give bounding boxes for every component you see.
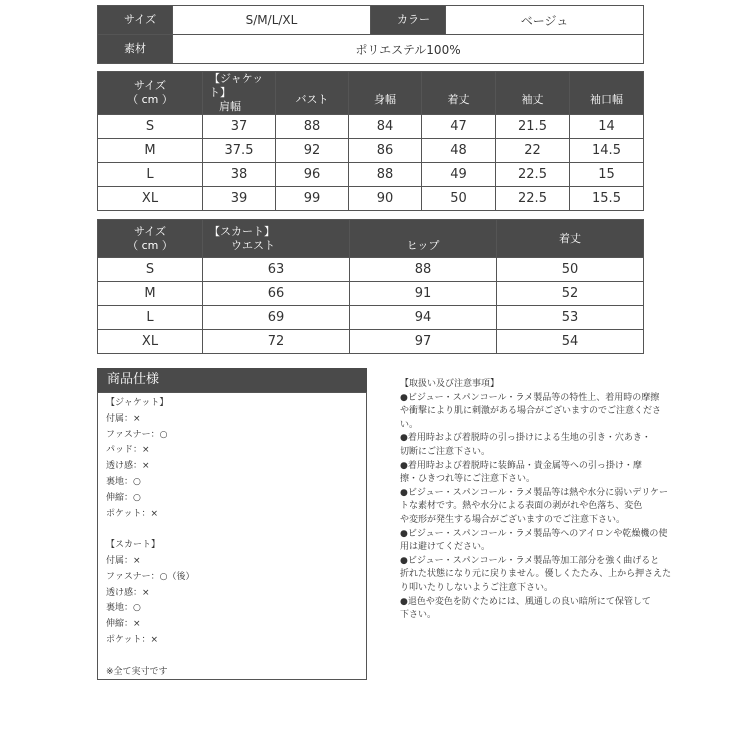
skirt-col-label: ヒップ [406,238,440,252]
note-line: ●着用時および着脱時の引っ掛けによる生地の引き・穴あき・ [400,433,651,444]
note-line: ●ビジュー・スパンコール・ラメ製品等へのアイロンや乾燥機の使 [400,528,668,539]
spec-gap [106,522,366,538]
note-line: ●ビジュー・スパンコール・ラメ製品等加工部分を強く曲げると [400,555,660,566]
value-cell: 54 [497,330,644,354]
value-cell: 92 [276,139,349,163]
table-row [98,115,644,139]
value-cell: 50 [422,187,496,211]
size-cell: L [98,306,203,330]
value-cell: 97 [350,330,497,354]
value-cell: 37.5 [203,139,276,163]
jacket-size-header-unit: （ cm ） [127,93,173,106]
value-cell: 69 [203,306,350,330]
note-line: り叩いたりしないようご注意下さい。 [400,582,554,593]
skirt-col-length [497,220,644,258]
jacket-col-length [422,72,496,115]
note-line: い。 [400,419,419,430]
value-cell: 86 [349,139,422,163]
value-cell: 22 [496,139,570,163]
size-label: サイズ [98,6,173,35]
jacket-col-cuff [570,72,644,115]
spec-line: 【スカート】 [106,540,161,551]
note-line: ●着用時および着脱時に装飾品・貴金属等への引っ掛け・摩 [400,460,642,471]
value-cell: 52 [497,282,644,306]
size-cell: S [98,258,203,282]
jacket-size-header [98,72,203,115]
spec-title: 商品仕様 [97,368,367,392]
size-cell: S [98,115,203,139]
skirt-col-waist [203,220,350,258]
note-line: ●ビジュー・スパンコール・ラメ製品等は熱や水分に弱いデリケー [400,487,669,498]
spec-line: 付属：× [106,413,141,424]
jacket-size-table [97,71,644,211]
spec-line: ファスナー：○（後） [106,571,195,582]
value-cell: 14 [570,115,644,139]
spec-line: 付属：× [106,555,141,566]
table-row [98,139,644,163]
jacket-size-header-label: サイズ [133,79,167,92]
jacket-col-sleeve [496,72,570,115]
material-label: 素材 [98,35,173,64]
skirt-col-label: 着丈 [559,231,581,245]
value-cell: 21.5 [496,115,570,139]
value-cell: 47 [422,115,496,139]
jacket-col-label: 身幅 [374,93,396,106]
info-row-size-color [98,6,644,35]
note-line: 用は避けてください。 [400,542,491,553]
size-cell: M [98,139,203,163]
value-cell: 38 [203,163,276,187]
skirt-size-table [97,219,644,354]
jacket-col-shoulder [203,72,276,115]
spec-line: ポケット：× [106,508,159,519]
table-row [98,330,644,354]
note-line: 下さい。 [400,610,437,621]
skirt-col-label: ウエスト [231,238,275,252]
skirt-col-hip [350,220,497,258]
note-line: 【取扱い及び注意事項】 [400,379,500,389]
skirt-header-row [98,220,644,258]
spec-gap [106,649,366,665]
skirt-size-header-unit: （ cm ） [127,238,173,252]
value-cell: 84 [349,115,422,139]
jacket-col-label: 肩幅 [219,100,241,113]
color-label: カラー [371,6,446,35]
value-cell: 88 [350,258,497,282]
table-row [98,306,644,330]
value-cell: 37 [203,115,276,139]
note-line: ●ビジュー・スパンコール・ラメ製品等の特性上、着用時の摩擦 [400,392,660,403]
value-cell: 49 [422,163,496,187]
note-line: トな素材です。熱や水分による表面の剥がれや色落ち、変色 [400,501,643,512]
note-line: 切断にご注意下さい。 [400,446,491,457]
jacket-header-row [98,72,644,115]
spec-line: 伸縮：○ [106,492,141,503]
note-line: ●退色や変色を防ぐためには、風通しの良い暗所にて保管して [400,596,651,607]
spec-line: 【ジャケット】 [106,398,169,408]
spec-footnote: ※全て実寸です [106,666,168,677]
value-cell: 48 [422,139,496,163]
value-cell: 50 [497,258,644,282]
spec-line: 透け感：× [106,587,150,598]
material-value: ポリエステル100% [173,35,644,64]
color-value: ベージュ [446,6,644,35]
skirt-size-header-label: サイズ [133,224,167,238]
note-line: 折れた状態になり元に戻りません。優しくたたみ、上から押さえた [400,569,672,580]
size-cell: XL [98,187,203,211]
table-row [98,187,644,211]
product-info-table [97,5,644,64]
value-cell: 15.5 [570,187,644,211]
size-cell: M [98,282,203,306]
skirt-type-label: 【スカート】 [209,224,275,238]
value-cell: 99 [276,187,349,211]
value-cell: 88 [349,163,422,187]
spec-line: ファスナー：○ [106,429,168,440]
value-cell: 88 [276,115,349,139]
table-row [98,258,644,282]
spec-line: ポケット：× [106,634,159,645]
jacket-col-label: 袖丈 [521,93,544,106]
info-row-material [98,35,644,64]
value-cell: 66 [203,282,350,306]
spec-line: 透け感：× [106,461,150,472]
skirt-size-header [98,220,203,258]
jacket-col-label: 袖口幅 [590,93,623,106]
size-cell: L [98,163,203,187]
care-notes [400,378,672,623]
value-cell: 94 [350,306,497,330]
value-cell: 22.5 [496,163,570,187]
table-row [98,163,644,187]
jacket-col-label: 着丈 [447,93,470,106]
value-cell: 96 [276,163,349,187]
value-cell: 15 [570,163,644,187]
table-row [98,282,644,306]
note-line: や衝撃により肌に刺激がある場合がございますのでご注意くださ [400,406,662,417]
spec-line: 伸縮：× [106,619,141,630]
size-value: S/M/L/XL [173,6,371,35]
value-cell: 53 [497,306,644,330]
spec-line: 裏地：○ [106,476,141,487]
jacket-col-label: バスト [295,93,329,106]
value-cell: 39 [203,187,276,211]
value-cell: 90 [349,187,422,211]
value-cell: 91 [350,282,497,306]
value-cell: 63 [203,258,350,282]
jacket-type-label: 【ジャケット】 [209,72,264,99]
note-line: や変形が発生する場合がございますのでご注意下さい。 [400,514,626,525]
spec-line: 裏地：○ [106,603,141,614]
spec-line: パッド：× [106,445,150,456]
note-line: 擦・ひきつれ等にご注意下さい。 [400,474,536,485]
value-cell: 14.5 [570,139,644,163]
jacket-col-bust [276,72,349,115]
jacket-col-width [349,72,422,115]
value-cell: 22.5 [496,187,570,211]
spec-box [97,392,367,680]
size-cell: XL [98,330,203,354]
value-cell: 72 [203,330,350,354]
